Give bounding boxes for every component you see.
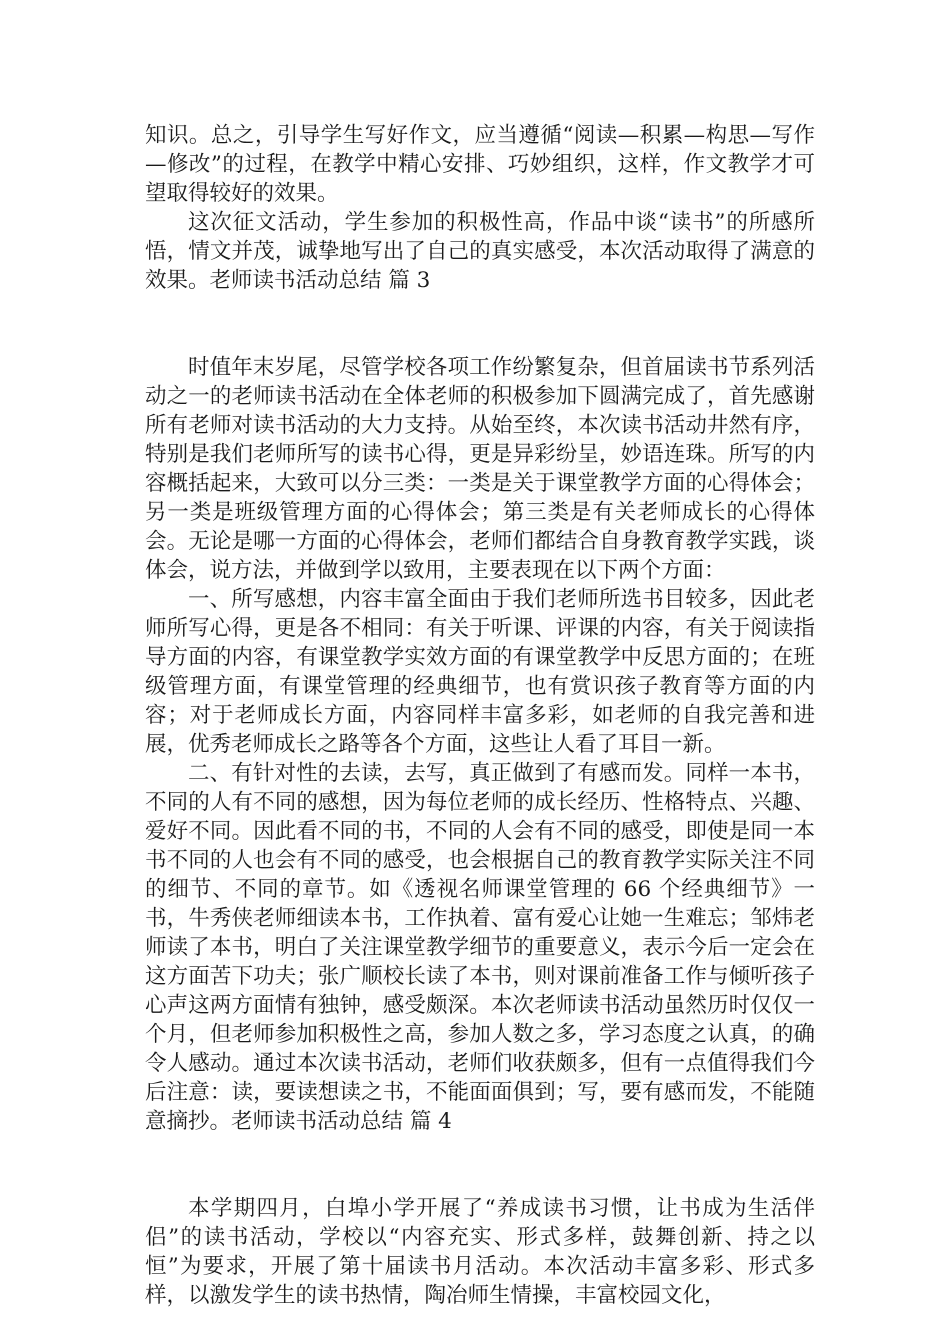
- paragraph-teacher-reading-intro: 时值年末岁尾，尽管学校各项工作纷繁复杂，但首届读书节系列活动之一的老师读书活动在全体老师的积极参加下圆满完成了，首先感谢所有老师对读书活动的大力支持。从始至终，本次读书活动井然有序，特别是我们老师所写的读书心得，更是异彩纷呈，妙语连珠。所写的内容概括起来，大致可以分三类：一类是关于课堂教学方面的心得体会；另一类是班级管理方面的心得体会；第三类是有关老师成长的心得体会。无论是哪一方面的心得体会，老师们都结合自身教育教学实践，谈体会，说方法，并做到学以致用，主要表现在以下两个方面：: [145, 355, 815, 583]
- paragraph-reading-month: 本学期四月，白埠小学开展了“养成读书习惯，让书成为生活伴侣”的读书活动，学校以“内容充实、形式多样，鼓舞创新、持之以恒”为要求，开展了第十届读书月活动。本次活动丰富多彩、形式多样，以激发学生的读书热情，陶冶师生情操，丰富校园文化，: [145, 1196, 815, 1308]
- paragraph-point-one: 一、所写感想，内容丰富全面由于我们老师所选书目较多，因此老师所写心得，更是各不相同：有关于听课、评课的内容，有关于阅读指导方面的内容，有课堂教学实效方面的有课堂教学中反思方面的；在班级管理方面，有课堂管理的经典细节，也有赏识孩子教育等方面的内容；对于老师成长方面，内容同样丰富多彩，如老师的自我完善和进展，优秀老师成长之路等各个方面，这些让人看了耳目一新。: [145, 587, 815, 757]
- paragraph-continuation: 知识。总之，引导学生写好作文，应当遵循“阅读—积累—构思—写作—修改”的过程，在教学中精心安排、巧妙组织，这样，作文教学才可望取得较好的效果。: [145, 123, 815, 206]
- paragraph-essay-activity: 这次征文活动，学生参加的积极性高，作品中谈“读书”的所感所悟，情文并茂，诚挚地写出了自己的真实感受，本次活动取得了满意的效果。老师读书活动总结 篇 3: [145, 210, 815, 293]
- section-spacer: [145, 1136, 815, 1194]
- document-body: [145, 121, 815, 1310]
- section-spacer: [145, 295, 815, 353]
- paragraph-point-two: 二、有针对性的去读，去写，真正做到了有感而发。同样一本书，不同的人有不同的感想，因为每位老师的成长经历、性格特点、兴趣、爱好不同。因此看不同的书，不同的人会有不同的感受，即使是同一本书不同的人也会有不同的感受，也会根据自己的教育教学实际关注不同的细节、不同的章节。如《透视名师课堂管理的 66 个经典细节》一书，牛秀侠老师细读本书，工作执着、富有爱心让她一生难忘；邹炜老师读了本书，明白了关注课堂教学细节的重要意义，表示今后一定会在这方面苦下功夫；张广顺校长读了本书，则对课前准备工作与倾听孩子心声这两方面情有独钟，感受颇深。本次老师读书活动虽然历时仅仅一个月，但老师参加积极性之高，参加人数之多，学习态度之认真，的确令人感动。通过本次读书活动，老师们收获颇多，但有一点值得我们今后注意：读，要读想读之书，不能面面俱到；写，要有感而发，不能随意摘抄。老师读书活动总结 篇 4: [145, 761, 815, 1134]
